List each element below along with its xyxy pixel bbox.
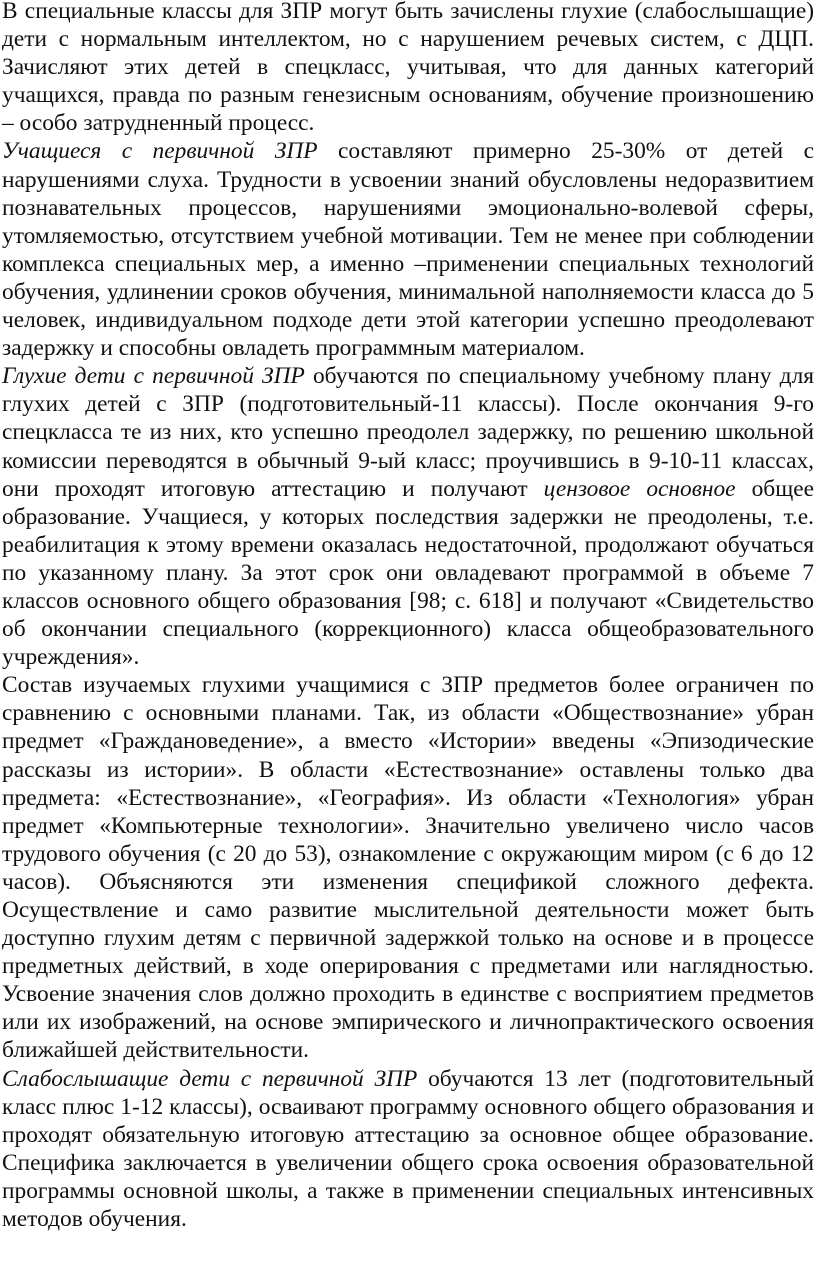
paragraph-text: обучаются по специальному учебному плану для глухих детей с ЗПР (подготовительный-11 классы). После окончания 9-го спецкласса те из них, кто успешно преодолел задержку, по решению школьной комиссии переводятся в обычный 9-ый класс; проучившись в 9-10-11 классах, они проходят итоговую аттестацию и получают — [2, 363, 814, 502]
paragraph-intro — [2, 0, 814, 137]
paragraph-italic-lead: Глухие дети с первичной ЗПР — [2, 363, 305, 390]
paragraph-hard-of-hearing-zpr — [2, 1065, 814, 1234]
paragraph-italic-lead: Учащиеся с первичной ЗПР — [2, 138, 318, 165]
paragraph-text: общее образование. Учащиеся, у которых последствия задержки не преодолены, т.е. реабилитация к этому времени оказалась недостаточной, продолжают обучаться по указанному плану. За этот срок они овладевают программой в объеме 7 классов основного общего образования [98; с. 618] и получают «Свидетельство об окончании специального (коррекционного) класса общеобразовательного учреждения». — [2, 475, 814, 671]
paragraph-text: В специальные классы для ЗПР могут быть зачислены глухие (слабослышащие) дети с нормальным интеллектом, но с нарушением речевых систем, с ДЦП. Зачисляют этих детей в спецкласс, учитывая, что для данных категорий учащихся, правда по разным генезисным основаниям, обучение произношению – особо затрудненный процесс. — [2, 0, 814, 137]
paragraph-subjects — [2, 671, 814, 1064]
paragraph-italic-lead: Слабослышащие дети с первичной ЗПР — [2, 1065, 418, 1092]
paragraph-text: составляют примерно 25-30% от детей с нарушениями слуха. Трудности в усвоении знаний обусловлены недоразвитием познавательных процессов, нарушениями эмоционально-волевой сферы, утомляемостью, отсутствием учебной мотивации. Тем не менее при соблюдении комплекса специальных мер, а именно –применении специальных технологий обучения, удлинении сроков обучения, минимальной наполняемости класса до 5 человек, индивидуальном подходе дети этой категории успешно преодолевают задержку и способны овладеть программным материалом. — [2, 138, 814, 362]
paragraph-primary-zpr — [2, 137, 814, 362]
paragraph-italic-term: цензовое основное — [543, 475, 736, 502]
paragraph-text: обучаются 13 лет (подготовительный класс плюс 1-12 классы), осваивают программу основного общего образования и проходят обязательную итоговую аттестацию за основное общее образование. Специфика заключается в увеличении общего срока освоения образовательной программы основной школы, а также в применении специальных интенсивных методов обучения. — [2, 1065, 814, 1233]
paragraph-deaf-zpr — [2, 362, 814, 671]
paragraph-text: Состав изучаемых глухими учащимися с ЗПР предметов более ограничен по сравнению с основными планами. Так, из области «Обществознание» убран предмет «Граждановедение», а вместо «Истории» введены «Эпизодические рассказы из истории». В области «Естествознание» оставлены только два предмета: «Естествознание», «География». Из области «Технология» убран предмет «Компьютерные технологии». Значительно увеличено число часов трудового обучения (с 20 до 53), ознакомление с окружающим миром (с 6 до 12 часов). Объясняются эти изменения спецификой сложного дефекта. Осуществление и само развитие мыслительной деятельности может быть доступно глухим детям с первичной задержкой только на основе и в процессе предметных действий, в ходе оперирования с предметами или наглядностью. Усвоение значения слов должно проходить в единстве с восприятием предметов или их изображений, на основе эмпирического и личнопрактического освоения ближайшей действительности. — [2, 672, 814, 1064]
